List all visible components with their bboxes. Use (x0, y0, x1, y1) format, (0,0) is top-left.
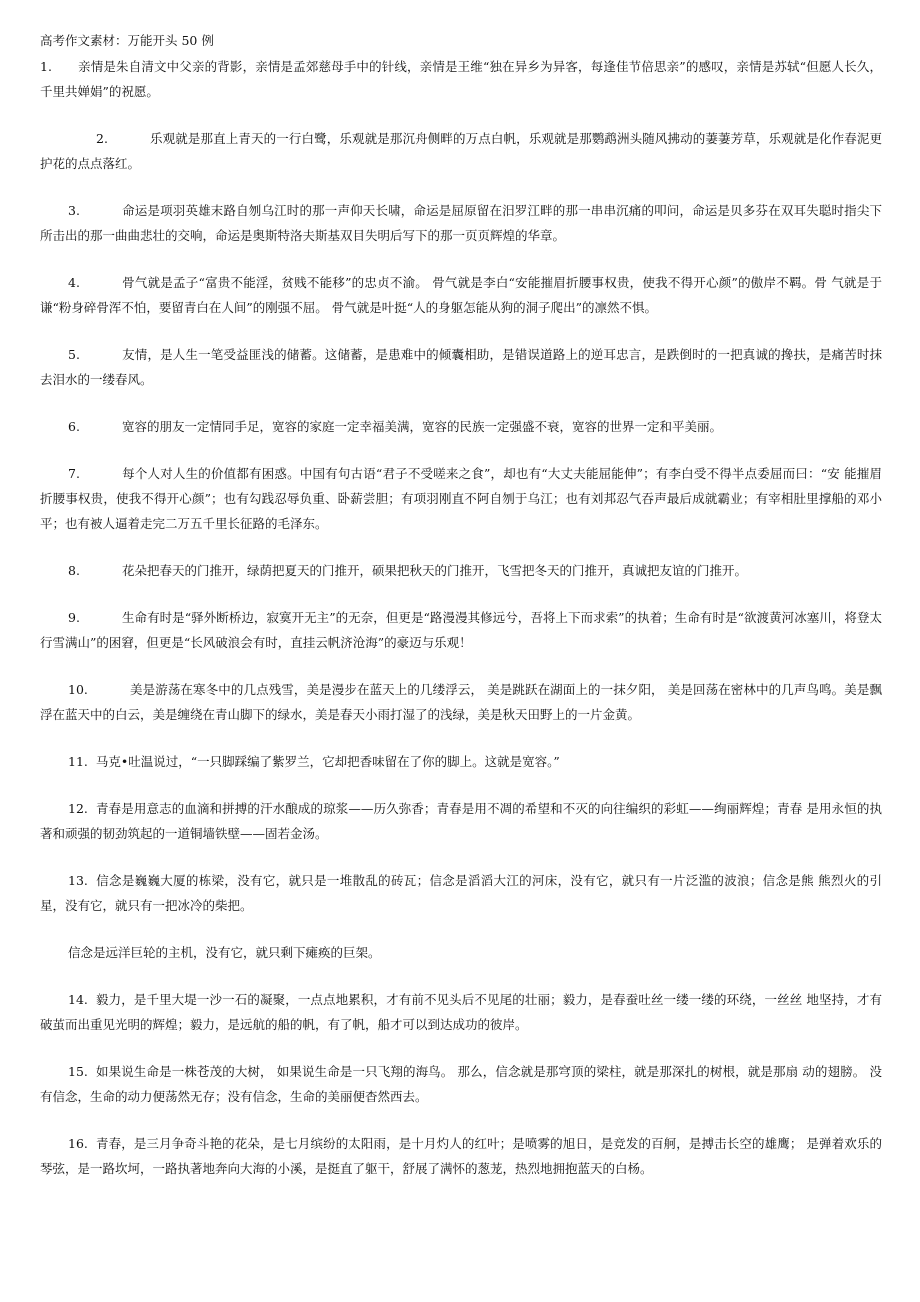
paragraph-6 (40, 414, 882, 439)
paragraph-text: 生命有时是“驿外断桥边，寂寞开无主”的无奈，但更是“路漫漫其修远兮，吾将上下而求索”的执着；生命有时是“欲渡黄河冰塞川，将登太行雪满山”的困窘，但更是“长风破浪会有时，直挂云帆济沧海”的豪迈与乐观！ (40, 610, 882, 650)
paragraph-3 (40, 198, 882, 248)
paragraph-number: 10. (68, 682, 88, 697)
paragraph-5 (40, 342, 882, 392)
paragraph-text: 友情，是人生一笔受益匪浅的储蓄。这储蓄，是患难中的倾囊相助，是错误道路上的逆耳忠言，是跌倒时的一把真诚的搀扶，是痛苦时抹去泪水的一缕春风。 (40, 347, 882, 387)
paragraph-text: 美是游荡在寒冬中的几点残雪，美是漫步在蓝天上的几缕浮云， 美是跳跃在湖面上的一抹夕阳， 美是回荡在密林中的几声鸟鸣。美是飘浮在蓝天中的白云，美是缠绕在青山脚下的绿水，美是春天小雨打湿了的浅绿，美是秋天田野上的一片金黄。 (40, 682, 882, 722)
paragraph-11 (40, 749, 882, 774)
paragraph-13 (40, 868, 882, 918)
paragraph-text: 毅力，是千里大堤一沙一石的凝聚，一点点地累积，才有前不见头后不见尾的壮丽；毅力，是春蚕吐丝一缕一缕的环绕，一丝丝 地坚持，才有破茧而出重见光明的辉煌；毅力，是远航的船的帆，有了帆，船才可以到达成功的彼岸。 (40, 992, 882, 1032)
paragraph-9 (40, 605, 882, 655)
paragraph-text: 宽容的朋友一定情同手足，宽容的家庭一定幸福美满，宽容的民族一定强盛不衰，宽容的世界一定和平美丽。 (121, 419, 722, 434)
paragraph-number: 6. (68, 419, 80, 434)
paragraph-number: 4. (68, 275, 80, 290)
paragraph-text: 青春是用意志的血滴和拼搏的汗水酿成的琼浆——历久弥香；青春是用不凋的希望和不灭的向往编织的彩虹——绚丽辉煌；青春 是用永恒的执著和顽强的韧劲筑起的一道铜墙铁壁——固若金汤。 (40, 801, 882, 841)
paragraph-4 (40, 270, 882, 320)
paragraph-13-continued (40, 940, 882, 965)
document-title: 高考作文素材：万能开头 50 例 (40, 33, 214, 48)
paragraph-12 (40, 796, 882, 846)
paragraph-10 (40, 677, 882, 727)
paragraph-number: 3. (68, 203, 80, 218)
paragraph-number: 9. (68, 610, 80, 625)
paragraph-15 (40, 1059, 882, 1109)
paragraph-text: 青春，是三月争奇斗艳的花朵，是七月缤纷的太阳雨，是十月灼人的红叶；是喷雾的旭日，是竞发的百舸，是搏击长空的雄鹰； 是弹着欢乐的琴弦，是一路坎坷，一路执著地奔向大海的小溪，是挺直了躯干，舒展了满怀的葱茏，热烈地拥抱蓝天的白杨。 (40, 1136, 882, 1176)
document-page (40, 32, 882, 1203)
paragraph-number: 5. (68, 347, 80, 362)
paragraph-text: 乐观就是那直上青天的一行白鹭，乐观就是那沉舟侧畔的万点白帆，乐观就是那鹦鹉洲头随风拂动的萋萋芳草，乐观就是化作春泥更护花的点点落红。 (40, 131, 882, 171)
paragraph-number: 11. (68, 754, 88, 769)
paragraph-7 (40, 461, 882, 536)
paragraph-number: 2. (96, 131, 108, 146)
paragraph-number: 12. (68, 801, 88, 816)
paragraph-text: 亲情是朱自清文中父亲的背影，亲情是孟郊慈母手中的针线，亲情是王维“独在异乡为异客，每逢佳节倍思亲”的感叹，亲情是苏轼“但愿人长久，千里共婵娟”的祝愿。 (40, 59, 882, 99)
paragraph-16 (40, 1131, 882, 1181)
paragraph-text: 信念是远洋巨轮的主机，没有它，就只剩下瘫痪的巨架。 (68, 945, 381, 960)
paragraph-number: 15. (68, 1064, 88, 1079)
paragraph-2 (40, 126, 882, 176)
paragraph-number: 1. (40, 59, 52, 74)
paragraph-8 (40, 558, 882, 583)
paragraph-number: 13. (68, 873, 88, 888)
paragraph-14 (40, 987, 882, 1037)
paragraph-text: 花朵把春天的门推开，绿荫把夏天的门推开，硕果把秋天的门推开，飞雪把冬天的门推开，真诚把友谊的门推开。 (121, 563, 747, 578)
paragraph-number: 16. (68, 1136, 88, 1151)
paragraph-text: 命运是项羽英雄末路自刎乌江时的那一声仰天长啸，命运是屈原留在汨罗江畔的那一串串沉痛的叩问，命运是贝多芬在双耳失聪时指尖下所击出的那一曲曲悲壮的交响，命运是奥斯特洛夫斯基双目失明后写下的那一页页辉煌的华章。 (40, 203, 882, 243)
paragraph-1 (40, 54, 882, 104)
paragraph-number: 7. (68, 466, 80, 481)
paragraph-text: 每个人对人生的价值都有困惑。中国有句古语“君子不受嗟来之食”，却也有“大丈夫能屈能伸”；有李白受不得半点委屈而曰：“安 能摧眉折腰事权贵，使我不得开心颜”；也有勾践忍辱负重、卧薪尝胆；有项羽刚直不阿自刎于乌江；也有刘邦忍气吞声最后成就霸业；有宰相肚里撑船的邓小平；也有被人逼着走完二万五千里长征路的毛泽东。 (40, 466, 882, 531)
paragraph-number: 8. (68, 563, 80, 578)
paragraph-number: 14. (68, 992, 88, 1007)
paragraph-text: 马克•吐温说过，“一只脚踩编了紫罗兰，它却把香味留在了你的脚上。这就是宽容。” (95, 754, 560, 769)
paragraph-text: 骨气就是孟子“富贵不能淫，贫贱不能移”的忠贞不渝。 骨气就是李白“安能摧眉折腰事权贵，使我不得开心颜”的傲岸不羁。骨 气就是于谦“粉身碎骨浑不怕，要留青白在人间”的刚强不屈。 骨气就是叶挺“人的身躯怎能从狗的洞子爬出”的凛然不惧。 (40, 275, 882, 315)
paragraph-text: 如果说生命是一株苍茂的大树， 如果说生命是一只飞翔的海鸟。 那么，信念就是那穹顶的梁柱，就是那深扎的树根，就是那扇 动的翅膀。 没有信念，生命的动力便荡然无存；没有信念，生命的美丽便杳然西去。 (40, 1064, 882, 1104)
paragraph-text: 信念是巍巍大厦的栋梁，没有它，就只是一堆散乱的砖瓦；信念是滔滔大江的河床，没有它，就只有一片泛滥的波浪；信念是熊 熊烈火的引星，没有它，就只有一把冰冷的柴把。 (40, 873, 882, 913)
